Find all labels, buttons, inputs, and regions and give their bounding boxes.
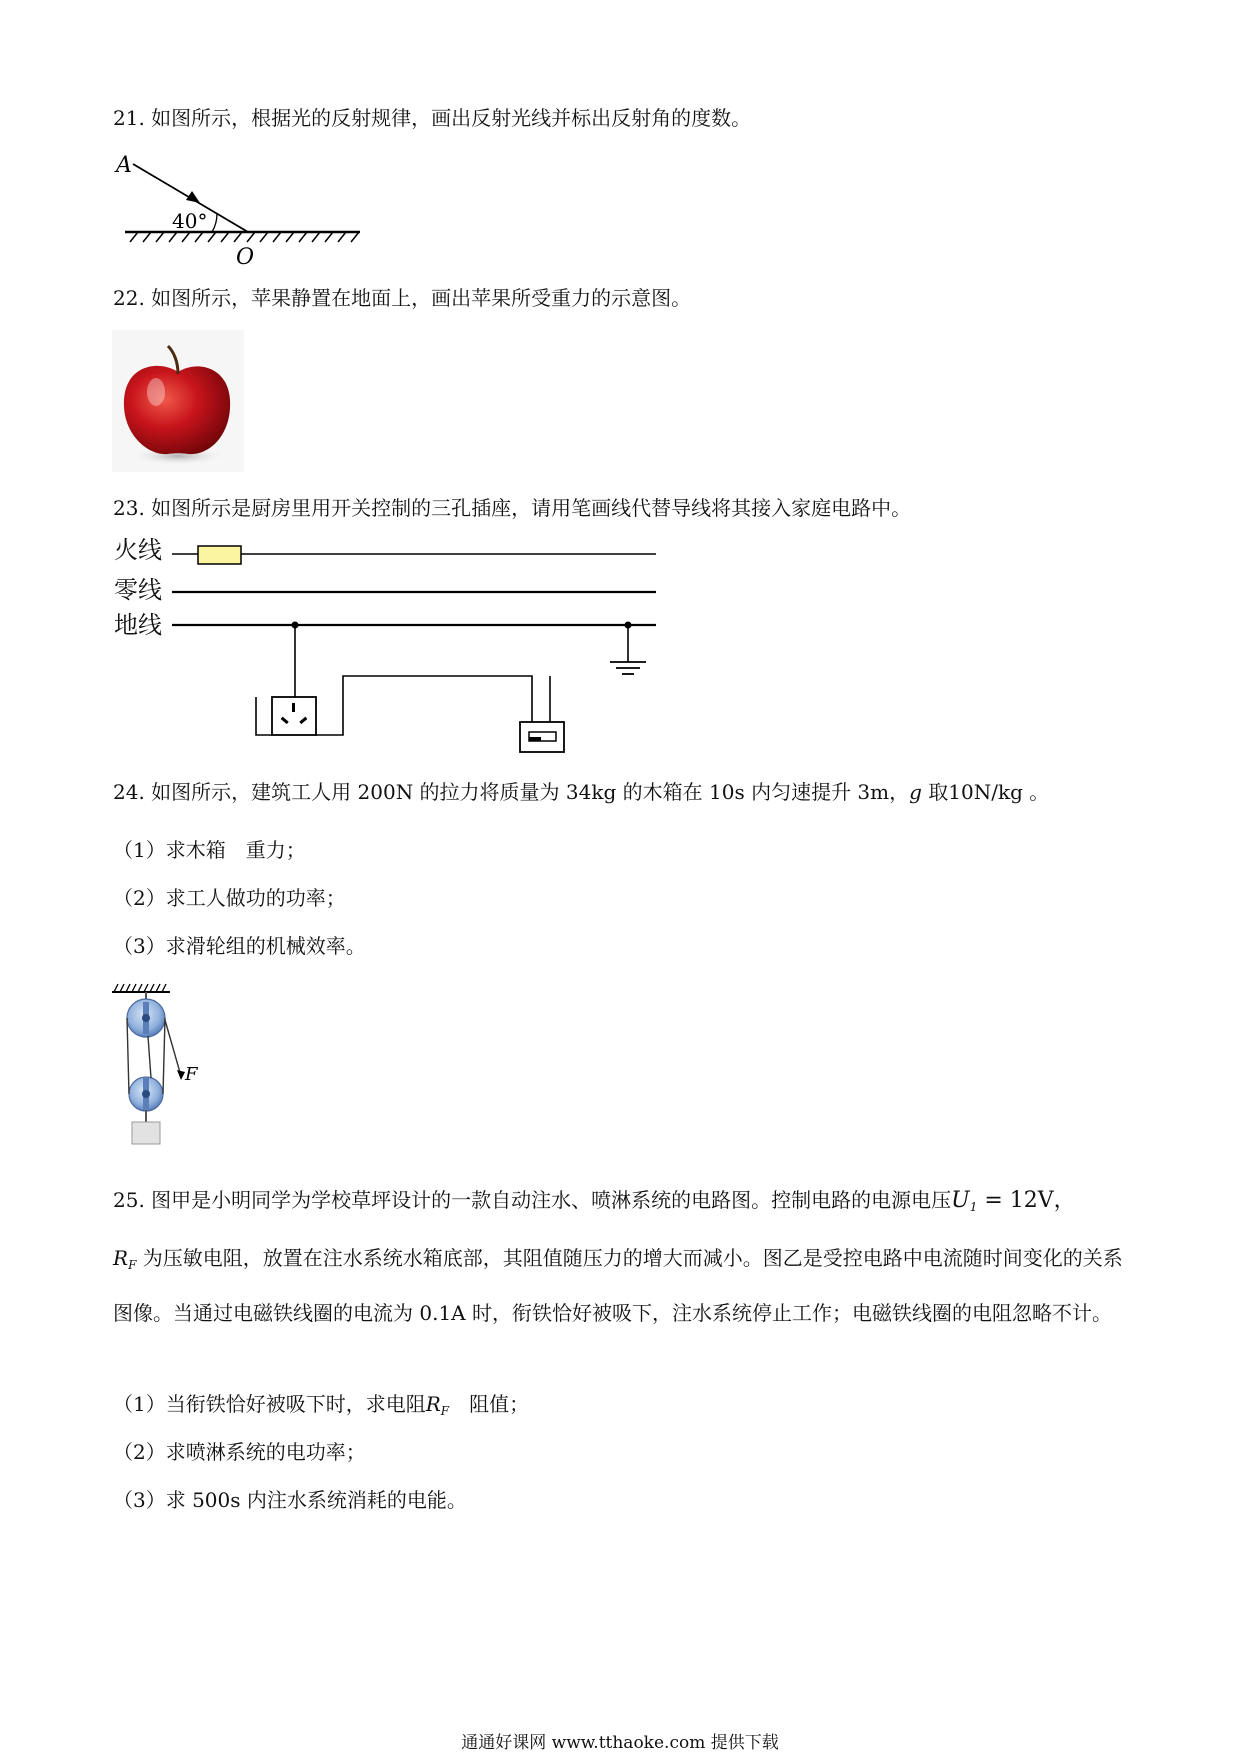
- footer: 通通好课网 www.tthaoke.com 提供下载: [461, 1733, 779, 1753]
- q21-text: 21. 如图所示，根据光的反射规律，画出反射光线并标出反射角的度数。: [113, 106, 752, 130]
- switch: [520, 722, 564, 752]
- ray-arrowhead: [186, 191, 200, 203]
- pulley-diagram: [108, 978, 208, 1156]
- r-subscript: F: [128, 1258, 137, 1272]
- label-a: A: [116, 153, 132, 178]
- switch-toggle-icon: [529, 732, 556, 741]
- fuse: [198, 546, 241, 564]
- movable-pulley-axle: [142, 1090, 150, 1098]
- neutral-wire-label: 零线: [114, 576, 162, 604]
- q24-text-a: 24. 如图所示，建筑工人用 200N 的拉力将质量为 34kg 的木箱在 10s 内匀速提升 3m，: [113, 780, 910, 804]
- force-label: F: [185, 1064, 198, 1085]
- q25-sub1-a: （1）当衔铁恰好被吸下时，求电阻: [113, 1392, 426, 1416]
- q24-sub3: （3）求滑轮组的机械效率。: [113, 934, 366, 958]
- r-symbol: R: [113, 1246, 129, 1270]
- earth-junction: [625, 622, 632, 629]
- q24-sub2: （2）求工人做功的功率；: [113, 886, 346, 910]
- angle-arc: [212, 214, 217, 232]
- g-symbol: g: [909, 780, 922, 804]
- wooden-box: [132, 1122, 160, 1144]
- force-arrowhead: [177, 1070, 185, 1080]
- u-symbol: U: [951, 1188, 970, 1213]
- q25-line1-a: 25. 图甲是小明同学为学校草坪设计的一款自动注水、喷淋系统的电路图。控制电路的电源电压: [113, 1188, 952, 1212]
- r-symbol-2: R: [425, 1392, 441, 1416]
- ground-wire-label: 地线: [114, 611, 162, 639]
- q22-text: 22. 如图所示，苹果静置在地面上，画出苹果所受重力的示意图。: [113, 286, 692, 310]
- reflection-diagram: [110, 150, 380, 265]
- ground-junction: [292, 622, 299, 629]
- socket-switch-lead: [316, 676, 532, 735]
- apple-image: [112, 330, 244, 472]
- fixed-pulley-axle: [142, 1014, 150, 1022]
- q25-sub1-b: 阻值；: [449, 1392, 530, 1416]
- q24-text: [113, 778, 1049, 806]
- q25-sub1: [113, 1390, 529, 1425]
- q25-line1: [113, 1186, 1076, 1221]
- angle-label: 40°: [172, 209, 208, 233]
- u-subscript: 1: [969, 1200, 978, 1214]
- label-o: O: [236, 245, 255, 265]
- r-subscript-2: F: [440, 1404, 450, 1418]
- q25-sub2: （2）求喷淋系统的电功率；: [113, 1440, 366, 1464]
- three-hole-socket: [272, 697, 316, 735]
- socket-left-lead: [256, 697, 272, 735]
- ceiling-hatch: [114, 984, 166, 992]
- q23-text: 23. 如图所示是厨房里用开关控制的三孔插座，请用笔画线代替导线将其接入家庭电路中。: [113, 496, 912, 520]
- q24-sub1: （1）求木箱 重力；: [113, 838, 306, 862]
- apple-highlight: [147, 378, 165, 406]
- q25-line2: 为压敏电阻，放置在注水系统水箱底部，其阻值随压力的增大而减小。图乙是受控电路中电流随时间变化的关系图像。当通过电磁铁线圈的电流为 0.1A 时，衔铁恰好被吸下，注水系统停止工作；电磁铁线圈的电阻忽略不计。: [113, 1246, 1123, 1325]
- q24-text-b: 取10N/kg 。: [921, 780, 1050, 804]
- apple-body: [124, 366, 230, 454]
- switch-toggle-fill: [529, 737, 541, 741]
- mirror-hatch: [130, 232, 359, 242]
- socket-holes-icon: [281, 703, 308, 724]
- live-wire-label: 火线: [114, 536, 162, 564]
- q25-paragraph: [113, 1234, 1133, 1337]
- q25-line1-b: = 12V，: [977, 1188, 1076, 1213]
- q25-sub3: （3）求 500s 内注水系统消耗的电能。: [113, 1488, 467, 1512]
- earth-symbol-icon: [610, 662, 646, 674]
